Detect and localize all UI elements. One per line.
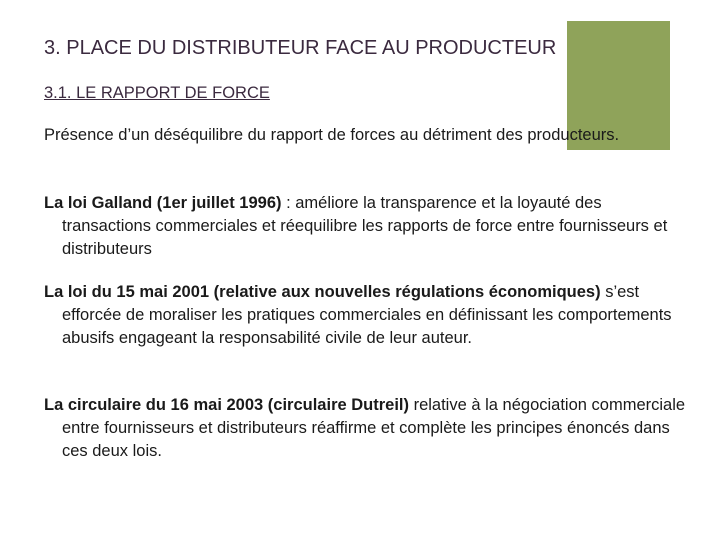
paragraph-text: Présence d’un déséquilibre du rapport de forces au détriment des producteurs. xyxy=(44,126,620,144)
paragraph-circulaire-dutreil xyxy=(44,394,694,463)
paragraph-imbalance xyxy=(44,124,694,147)
paragraph-heading: La loi Galland (1er juillet 1996) xyxy=(44,194,282,212)
paragraph-loi-nre xyxy=(44,281,694,350)
slide-subtitle: 3.1. LE RAPPORT DE FORCE xyxy=(44,84,270,102)
paragraph-text: relative à la négociation commerciale entre fournisseurs et distributeurs réaffirme et complète les principes énoncés dans ces deux lois. xyxy=(62,396,686,460)
paragraph-text: : améliore la transparence et la loyauté des transactions commerciales et réequilibre les rapports de force entre fournisseurs et distributeurs xyxy=(62,194,668,258)
paragraph-heading: La loi du 15 mai 2001 (relative aux nouvelles régulations économiques) xyxy=(44,283,601,301)
paragraph-loi-galland xyxy=(44,192,694,261)
paragraph-text: s’est efforcée de moraliser les pratiques commerciales en définissant les comportements abusifs engageant la responsabilité civile de leur auteur. xyxy=(62,283,672,347)
slide-title: 3. PLACE DU DISTRIBUTEUR FACE AU PRODUCTEUR xyxy=(44,37,557,59)
paragraph-heading: La circulaire du 16 mai 2003 (circulaire Dutreil) xyxy=(44,396,409,414)
